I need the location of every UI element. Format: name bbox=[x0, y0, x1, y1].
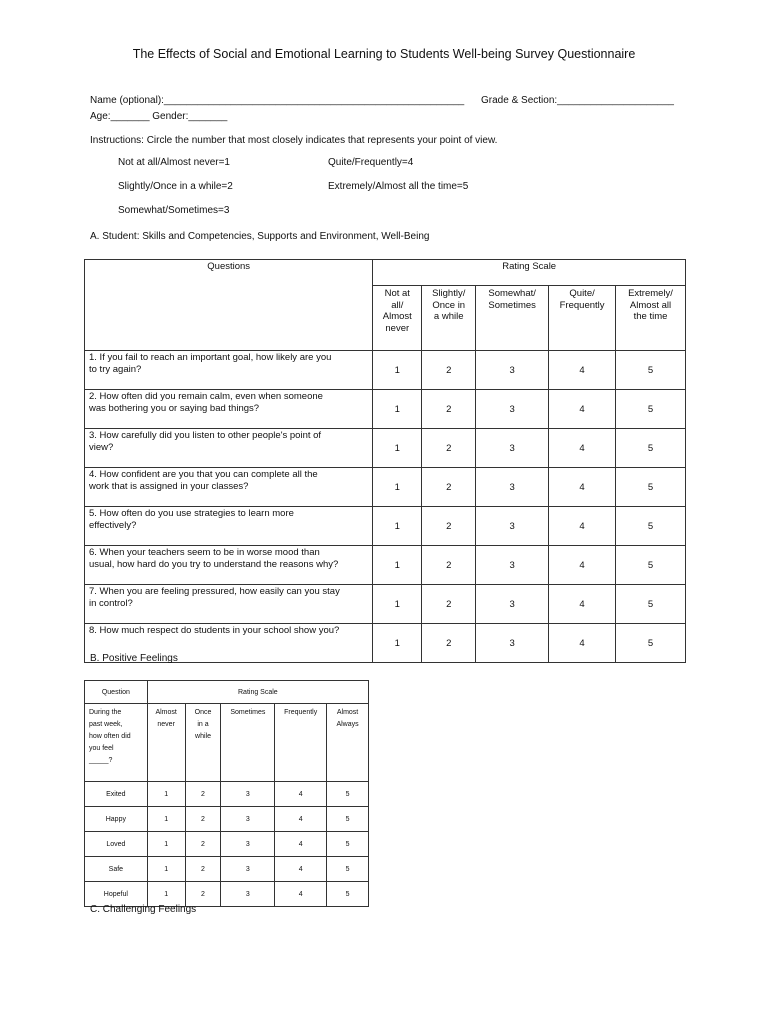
question-text-line-1: 8. How much respect do students in your school show you? bbox=[89, 625, 340, 636]
scale-key-2: Slightly/Once in a while=2 bbox=[118, 181, 233, 192]
feeling-prompt-cell bbox=[85, 704, 148, 782]
scale-header-5 bbox=[616, 286, 686, 351]
scale-key-5: Extremely/Almost all the time=5 bbox=[328, 181, 469, 192]
rating-scale-header-label: Rating Scale bbox=[502, 261, 557, 272]
table-row bbox=[85, 546, 686, 585]
rating-option-5[interactable]: 5 bbox=[327, 807, 369, 832]
question-column-header bbox=[85, 681, 148, 704]
scale-header-line: Somewhat/ bbox=[488, 288, 536, 299]
rating-option-4[interactable]: 4 bbox=[275, 857, 327, 882]
rating-option-3[interactable]: 3 bbox=[221, 807, 275, 832]
rating-option-4[interactable]: 4 bbox=[549, 390, 616, 429]
rating-option-4[interactable]: 4 bbox=[275, 782, 327, 807]
feeling-label: Happy bbox=[85, 807, 148, 832]
prompt-line: how often did bbox=[89, 733, 131, 740]
prompt-line: you feel bbox=[89, 745, 114, 752]
scale-header-2 bbox=[422, 286, 476, 351]
rating-option-3[interactable]: 3 bbox=[476, 507, 549, 546]
rating-option-2[interactable]: 2 bbox=[185, 807, 221, 832]
question-cell bbox=[85, 429, 373, 468]
rating-option-2[interactable]: 2 bbox=[422, 507, 476, 546]
scale-header-line: while bbox=[195, 733, 211, 740]
rating-option-3[interactable]: 3 bbox=[476, 624, 549, 663]
scale-header-1 bbox=[373, 286, 422, 351]
rating-option-4[interactable]: 4 bbox=[549, 468, 616, 507]
rating-option-3[interactable]: 3 bbox=[476, 429, 549, 468]
questions-column-header bbox=[85, 260, 373, 351]
section-b-table bbox=[84, 680, 369, 907]
rating-option-5[interactable]: 5 bbox=[616, 390, 686, 429]
scale-header-line: Frequently bbox=[284, 709, 318, 716]
scale-header-line: Almost bbox=[155, 709, 177, 716]
scale-key-1: Not at all/Almost never=1 bbox=[118, 157, 230, 168]
rating-option-3[interactable]: 3 bbox=[476, 390, 549, 429]
table-row bbox=[85, 390, 686, 429]
scale-header-line: in a bbox=[197, 721, 209, 728]
scale-header-3 bbox=[476, 286, 549, 351]
question-cell bbox=[85, 507, 373, 546]
prompt-line: During the bbox=[89, 709, 122, 716]
question-text-line-2: in control? bbox=[89, 597, 133, 609]
scale-header-line: Not at bbox=[384, 288, 410, 299]
questions-header-label: Questions bbox=[207, 261, 251, 272]
question-text-line-2: was bothering you or saying bad things? bbox=[89, 402, 260, 414]
rating-option-1[interactable]: 1 bbox=[147, 807, 185, 832]
rating-option-3[interactable]: 3 bbox=[476, 585, 549, 624]
scale-header-line: Frequently bbox=[559, 299, 605, 311]
rating-option-4[interactable]: 4 bbox=[275, 807, 327, 832]
scale-header-line: never bbox=[385, 322, 410, 334]
scale-header-line: never bbox=[157, 721, 175, 728]
section-a-table bbox=[84, 259, 686, 663]
table-row bbox=[85, 857, 369, 882]
scale-header-b-2 bbox=[185, 704, 221, 782]
question-cell bbox=[85, 390, 373, 429]
question-cell bbox=[85, 546, 373, 585]
rating-option-3[interactable]: 3 bbox=[221, 882, 275, 907]
feeling-label: Loved bbox=[85, 832, 148, 857]
table-row bbox=[85, 585, 686, 624]
scale-key-4: Quite/Frequently=4 bbox=[328, 157, 414, 168]
rating-option-2[interactable]: 2 bbox=[185, 832, 221, 857]
scale-header-line: all/ bbox=[391, 299, 404, 311]
feeling-label: Safe bbox=[85, 857, 148, 882]
age-gender-field-line: Age:_______ Gender:_______ bbox=[90, 111, 228, 122]
rating-option-1[interactable]: 1 bbox=[373, 624, 422, 663]
rating-option-1[interactable]: 1 bbox=[373, 429, 422, 468]
question-text-line-2: work that is assigned in your classes? bbox=[89, 480, 249, 492]
rating-option-4[interactable]: 4 bbox=[549, 429, 616, 468]
question-text-line-2: effectively? bbox=[89, 519, 137, 531]
scale-header-line: a while bbox=[433, 311, 464, 322]
rating-option-3[interactable]: 3 bbox=[476, 546, 549, 585]
scale-header-b-4 bbox=[275, 704, 327, 782]
scale-header-line: Always bbox=[336, 721, 359, 728]
rating-option-3[interactable]: 3 bbox=[221, 832, 275, 857]
rating-option-5[interactable]: 5 bbox=[616, 624, 686, 663]
rating-option-2[interactable]: 2 bbox=[422, 468, 476, 507]
rating-option-3[interactable]: 3 bbox=[476, 468, 549, 507]
rating-option-3[interactable]: 3 bbox=[221, 782, 275, 807]
rating-option-2[interactable]: 2 bbox=[185, 882, 221, 907]
section-a-heading: A. Student: Skills and Competencies, Supports and Environment, Well-Being bbox=[90, 231, 430, 242]
question-text-line-1: 6. When your teachers seem to be in worse mood than bbox=[89, 547, 320, 558]
question-text-line-2: usual, how hard do you try to understand the reasons why? bbox=[89, 558, 339, 570]
table-row bbox=[85, 468, 686, 507]
question-text-line-2: to try again? bbox=[89, 363, 142, 375]
rating-option-2[interactable]: 2 bbox=[185, 857, 221, 882]
rating-option-5[interactable]: 5 bbox=[616, 507, 686, 546]
scale-key-3: Somewhat/Sometimes=3 bbox=[118, 205, 230, 216]
rating-option-2[interactable]: 2 bbox=[422, 390, 476, 429]
grade-section-field-line: Grade & Section:_____________________ bbox=[481, 95, 674, 106]
page-title: The Effects of Social and Emotional Learning to Students Well-being Survey Questionnaire bbox=[132, 47, 636, 61]
question-cell bbox=[85, 585, 373, 624]
scale-header-line: Almost all bbox=[629, 299, 672, 311]
section-b-heading: B. Positive Feelings bbox=[90, 653, 178, 664]
scale-header-line: Once bbox=[194, 709, 212, 716]
rating-option-1[interactable]: 1 bbox=[373, 585, 422, 624]
feeling-label: Exited bbox=[85, 782, 148, 807]
rating-option-2[interactable]: 2 bbox=[422, 624, 476, 663]
rating-option-1[interactable]: 1 bbox=[147, 857, 185, 882]
rating-scale-header-b-label: Rating Scale bbox=[238, 688, 278, 696]
scale-header-b-1 bbox=[147, 704, 185, 782]
table-row bbox=[85, 882, 369, 907]
rating-option-5[interactable]: 5 bbox=[616, 546, 686, 585]
rating-option-3[interactable]: 3 bbox=[476, 351, 549, 390]
scale-header-line: Almost bbox=[382, 311, 412, 322]
rating-option-5[interactable]: 5 bbox=[327, 832, 369, 857]
rating-option-5[interactable]: 5 bbox=[616, 351, 686, 390]
scale-header-line: Once in bbox=[432, 299, 466, 311]
rating-option-4[interactable]: 4 bbox=[549, 624, 616, 663]
question-cell bbox=[85, 468, 373, 507]
question-text-line-1: 2. How often did you remain calm, even when someone bbox=[89, 391, 323, 402]
rating-option-2[interactable]: 2 bbox=[422, 546, 476, 585]
rating-option-1[interactable]: 1 bbox=[373, 507, 422, 546]
scale-header-line: Slightly/ bbox=[432, 288, 466, 299]
rating-option-5[interactable]: 5 bbox=[327, 882, 369, 907]
rating-option-5[interactable]: 5 bbox=[616, 468, 686, 507]
table-row bbox=[85, 351, 686, 390]
rating-option-4[interactable]: 4 bbox=[275, 882, 327, 907]
table-row bbox=[85, 429, 686, 468]
rating-scale-header bbox=[373, 260, 686, 286]
rating-option-4[interactable]: 4 bbox=[549, 585, 616, 624]
rating-option-5[interactable]: 5 bbox=[616, 585, 686, 624]
question-cell bbox=[85, 351, 373, 390]
rating-option-1[interactable]: 1 bbox=[373, 390, 422, 429]
table-row bbox=[85, 507, 686, 546]
rating-option-1[interactable]: 1 bbox=[147, 832, 185, 857]
rating-option-4[interactable]: 4 bbox=[549, 546, 616, 585]
rating-option-2[interactable]: 2 bbox=[422, 585, 476, 624]
prompt-line: past week, bbox=[89, 721, 123, 728]
rating-option-2[interactable]: 2 bbox=[422, 429, 476, 468]
table-row bbox=[85, 832, 369, 857]
prompt-line: _____? bbox=[89, 757, 113, 764]
question-text-line-2: view? bbox=[89, 441, 114, 453]
table-row bbox=[85, 782, 369, 807]
rating-option-2[interactable]: 2 bbox=[185, 782, 221, 807]
scale-header-line: Extremely/ bbox=[628, 288, 673, 299]
scale-header-line: Almost bbox=[336, 709, 359, 716]
question-header-label: Question bbox=[101, 688, 130, 696]
rating-option-4[interactable]: 4 bbox=[275, 832, 327, 857]
table-row bbox=[85, 807, 369, 832]
rating-option-1[interactable]: 1 bbox=[373, 546, 422, 585]
scale-header-b-5 bbox=[327, 704, 369, 782]
scale-header-line: Sometimes bbox=[488, 299, 536, 311]
scale-header-b-3 bbox=[221, 704, 275, 782]
rating-option-1[interactable]: 1 bbox=[373, 468, 422, 507]
name-field-line: Name (optional):______________________________________________________ bbox=[90, 95, 465, 106]
question-text-line-1: 7. When you are feeling pressured, how easily can you stay bbox=[89, 586, 340, 597]
rating-option-1[interactable]: 1 bbox=[147, 782, 185, 807]
rating-option-4[interactable]: 4 bbox=[549, 351, 616, 390]
scale-header-4 bbox=[549, 286, 616, 351]
section-c-heading: C. Challenging Feelings bbox=[90, 904, 197, 915]
rating-option-3[interactable]: 3 bbox=[221, 857, 275, 882]
rating-option-4[interactable]: 4 bbox=[549, 507, 616, 546]
rating-option-5[interactable]: 5 bbox=[327, 857, 369, 882]
question-text-line-1: 1. If you fail to reach an important goal, how likely are you bbox=[89, 352, 332, 363]
question-text-line-1: 3. How carefully did you listen to other people's point of bbox=[89, 430, 322, 441]
rating-option-5[interactable]: 5 bbox=[327, 782, 369, 807]
rating-scale-header-b bbox=[147, 681, 368, 704]
scale-header-line: Sometimes bbox=[230, 709, 266, 716]
feeling-label: Hopeful bbox=[85, 882, 148, 907]
scale-header-line: the time bbox=[633, 311, 668, 322]
scale-header-line: Quite/ bbox=[569, 288, 595, 299]
rating-option-5[interactable]: 5 bbox=[616, 429, 686, 468]
question-text-line-1: 5. How often do you use strategies to learn more bbox=[89, 508, 294, 519]
scale-header-row-b bbox=[85, 704, 369, 782]
instructions-text: Instructions: Circle the number that most closely indicates that represents your point of view. bbox=[90, 135, 498, 146]
rating-option-2[interactable]: 2 bbox=[422, 351, 476, 390]
rating-option-1[interactable]: 1 bbox=[373, 351, 422, 390]
rating-option-1[interactable]: 1 bbox=[147, 882, 185, 907]
question-text-line-1: 4. How confident are you that you can complete all the bbox=[89, 469, 318, 480]
